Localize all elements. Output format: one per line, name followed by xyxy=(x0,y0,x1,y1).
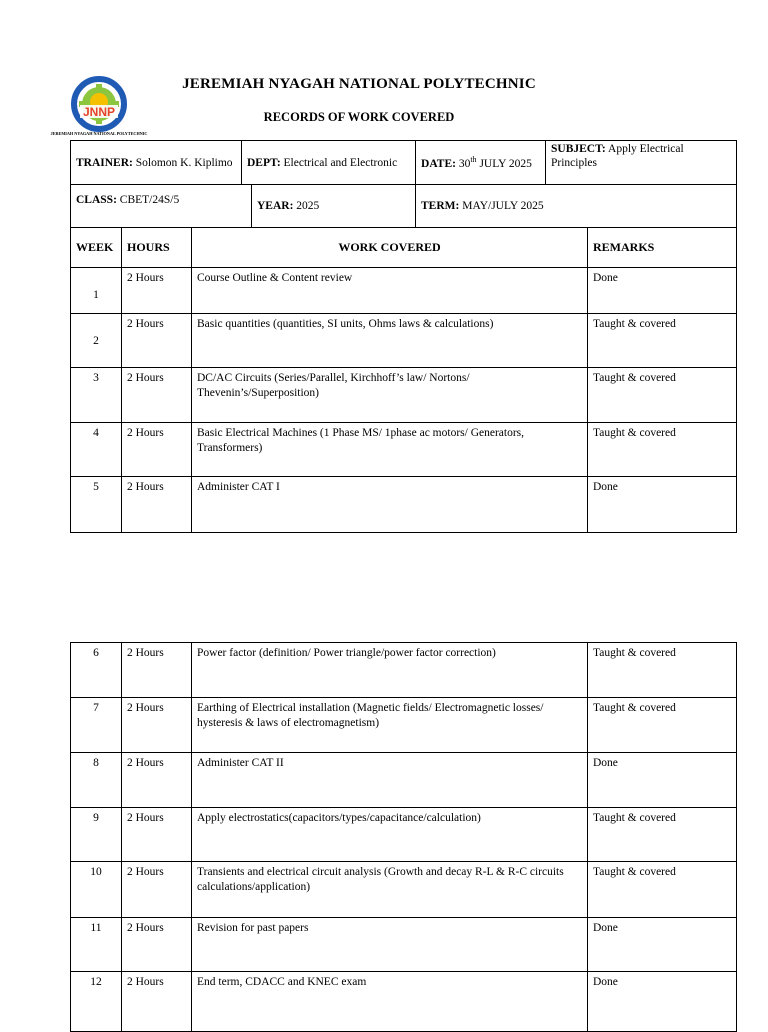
table-row xyxy=(71,808,737,862)
term-label: TERM: xyxy=(421,200,460,212)
row-hours: 2 Hours xyxy=(122,972,192,1032)
row-remarks: Taught & covered xyxy=(588,808,737,862)
row-work: End term, CDACC and KNEC exam xyxy=(192,972,588,1032)
class-value: CBET/24S/5 xyxy=(119,194,180,206)
row-remarks: Done xyxy=(588,477,737,533)
row-work: DC/AC Circuits (Series/Parallel, Kirchhoff’s law/ Nortons/ Thevenin’s/Superposition) xyxy=(192,368,588,423)
table-row xyxy=(71,268,737,314)
record-title: RECORDS OF WORK COVERED xyxy=(263,110,455,124)
row-week: 7 xyxy=(71,698,122,753)
row-week: 4 xyxy=(71,423,122,477)
row-week: 11 xyxy=(71,918,122,972)
row-hours: 2 Hours xyxy=(122,643,192,698)
class-label: CLASS: xyxy=(76,194,117,206)
row-work: Basic quantities (quantities, SI units, Ohms laws & calculations) xyxy=(192,314,588,368)
date-rest: JULY 2025 xyxy=(479,157,532,170)
table-row xyxy=(71,862,737,918)
date-suffix: th xyxy=(470,155,477,165)
row-remarks: Done xyxy=(588,972,737,1032)
row-remarks: Done xyxy=(588,268,737,314)
row-remarks: Taught & covered xyxy=(588,368,737,423)
row-hours: 2 Hours xyxy=(122,477,192,533)
row-week: 12 xyxy=(71,972,122,1032)
table-row xyxy=(71,972,737,1032)
col-hours: HOURS xyxy=(122,228,192,268)
row-week: 3 xyxy=(71,368,122,423)
row-work: Earthing of Electrical installation (Magnetic fields/ Electromagnetic losses/ hysteresis & laws of electromagnetism) xyxy=(192,698,588,753)
meta-table xyxy=(70,140,737,228)
date-cell xyxy=(416,141,546,185)
table-row xyxy=(71,368,737,423)
row-week: 9 xyxy=(71,808,122,862)
col-week: WEEK xyxy=(71,228,122,268)
row-week: 10 xyxy=(71,862,122,918)
year-label: YEAR: xyxy=(257,200,294,212)
row-work: Transients and electrical circuit analysis (Growth and decay R-L & R-C circuits calculations/application) xyxy=(192,862,588,918)
date-label: DATE: xyxy=(421,157,456,170)
subject-cell xyxy=(546,141,737,185)
row-remarks: Taught & covered xyxy=(588,423,737,477)
row-work: Power factor (definition/ Power triangle/power factor correction) xyxy=(192,643,588,698)
row-hours: 2 Hours xyxy=(122,918,192,972)
table-row xyxy=(71,643,737,698)
date-day: 30 xyxy=(458,157,471,170)
table-row xyxy=(71,477,737,533)
subject-label: SUBJECT: xyxy=(551,143,606,155)
work-table xyxy=(70,227,737,533)
col-work-covered: WORK COVERED xyxy=(192,228,588,268)
trainer-label: TRAINER: xyxy=(76,156,133,169)
row-hours: 2 Hours xyxy=(122,314,192,368)
row-hours: 2 Hours xyxy=(122,808,192,862)
col-remarks: REMARKS xyxy=(588,228,737,268)
row-hours: 2 Hours xyxy=(122,268,192,314)
row-work: Administer CAT I xyxy=(192,477,588,533)
subject-value-line1: Apply Electrical xyxy=(608,143,684,155)
year-cell xyxy=(252,185,416,228)
row-work: Revision for past papers xyxy=(192,918,588,972)
row-hours: 2 Hours xyxy=(122,698,192,753)
row-week: 6 xyxy=(71,643,122,698)
term-cell xyxy=(416,185,737,228)
row-remarks: Taught & covered xyxy=(588,698,737,753)
row-hours: 2 Hours xyxy=(122,368,192,423)
table-row xyxy=(71,314,737,368)
dept-label: DEPT: xyxy=(247,156,281,169)
year-value: 2025 xyxy=(296,200,320,212)
trainer-value: Solomon K. Kiplimo xyxy=(135,156,233,169)
row-hours: 2 Hours xyxy=(122,862,192,918)
row-work: Administer CAT II xyxy=(192,753,588,808)
row-hours: 2 Hours xyxy=(122,423,192,477)
row-week: 5 xyxy=(71,477,122,533)
logo-text: JNNP xyxy=(82,105,116,119)
row-week: 2 xyxy=(71,314,122,368)
table-row xyxy=(71,698,737,753)
logo-caption: JEREMIAH NYAGAH NATIONAL POLYTECHNIC xyxy=(50,131,148,136)
trainer-cell xyxy=(71,141,242,185)
dept-cell xyxy=(242,141,416,185)
row-remarks: Done xyxy=(588,918,737,972)
row-remarks: Taught & covered xyxy=(588,643,737,698)
row-remarks: Taught & covered xyxy=(588,862,737,918)
table-row xyxy=(71,753,737,808)
table-row xyxy=(71,423,737,477)
class-cell xyxy=(71,185,252,228)
subject-value-line2: Principles xyxy=(551,157,598,169)
row-work: Basic Electrical Machines (1 Phase MS/ 1phase ac motors/ Generators, Transformers) xyxy=(192,423,588,477)
row-hours: 2 Hours xyxy=(122,753,192,808)
table-row xyxy=(71,918,737,972)
institution-name: JEREMIAH NYAGAH NATIONAL POLYTECHNIC xyxy=(182,76,536,92)
work-table-continued xyxy=(70,642,737,1032)
row-remarks: Done xyxy=(588,753,737,808)
row-work: Course Outline & Content review xyxy=(192,268,588,314)
dept-value: Electrical and Electronic xyxy=(283,156,398,169)
row-remarks: Taught & covered xyxy=(588,314,737,368)
row-week: 8 xyxy=(71,753,122,808)
term-value: MAY/JULY 2025 xyxy=(462,200,544,212)
row-week: 1 xyxy=(71,268,122,314)
row-work: Apply electrostatics(capacitors/types/capacitance/calculation) xyxy=(192,808,588,862)
